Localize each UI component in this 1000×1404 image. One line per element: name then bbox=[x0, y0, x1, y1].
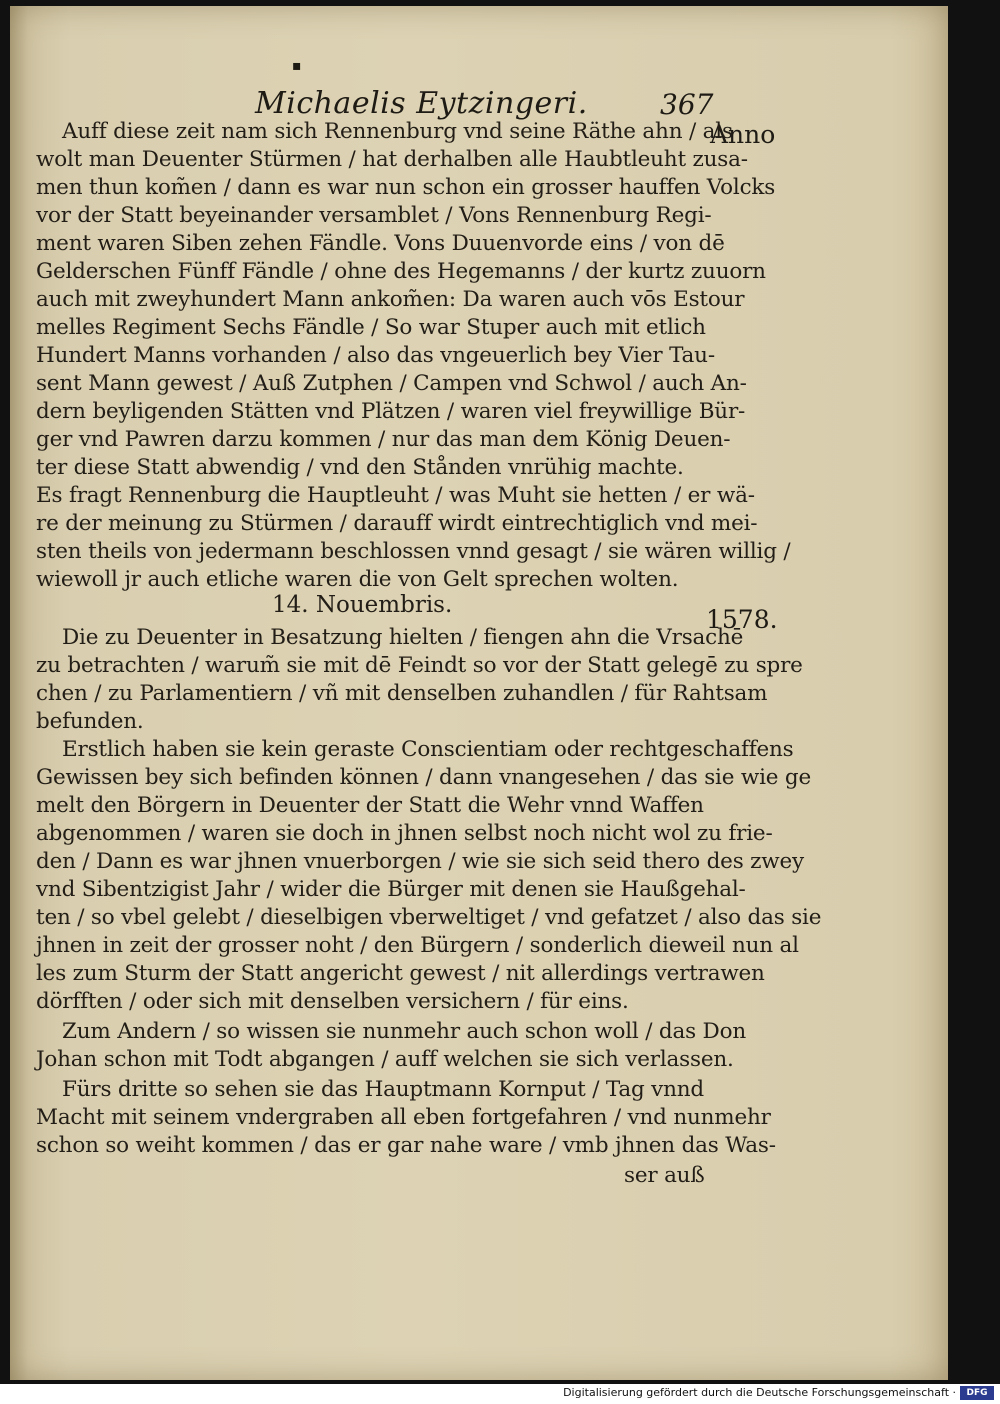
text-line: vnd Sibentzigist Jahr / wider die Bürger mit denen sie Haußgehal- bbox=[36, 877, 746, 902]
text-line: Gewissen bey sich befinden können / dann vnangesehen / das sie wie ge bbox=[36, 765, 812, 790]
text-line: Fürs dritte so sehen sie das Hauptmann Kornput / Tag vnnd bbox=[62, 1077, 704, 1102]
text-line: schon so weiht kommen / das er gar nahe ware / vmb jhnen das Was- bbox=[36, 1133, 776, 1158]
text-line: melt den Börgern in Deuenter der Statt die Wehr vnnd Waffen bbox=[36, 793, 704, 818]
text-line: jhnen in zeit der grosser noht / den Bürgern / sonderlich dieweil nun al bbox=[36, 933, 799, 958]
text-line: Zum Andern / so wissen sie nunmehr auch schon woll / das Don bbox=[62, 1019, 746, 1044]
top-mark: ▪ bbox=[292, 58, 302, 74]
text-line: Die zu Deuenter in Besatzung hielten / fiengen ahn die Vrsachē bbox=[62, 625, 744, 650]
text-line: sent Mann gewest / Auß Zutphen / Campen vnd Schwol / auch An- bbox=[36, 371, 747, 396]
text-line: ten / so vbel gelebt / dieselbigen vberweltiget / vnd gefatzet / also das sie bbox=[36, 905, 822, 930]
funding-credit: Digitalisierung gefördert durch die Deutsche Forschungsgemeinschaft · bbox=[563, 1386, 956, 1399]
text-line: re der meinung zu Stürmen / darauff wirdt eintrechtiglich vnd mei- bbox=[36, 511, 758, 536]
text-line: sten theils von jedermann beschlossen vnnd gesagt / sie wären willig / bbox=[36, 539, 791, 564]
text-line: ger vnd Pawren darzu kommen / nur das man dem König Deuen- bbox=[36, 427, 731, 452]
text-line: Erstlich haben sie kein geraste Conscientiam oder rechtgeschaffens bbox=[62, 737, 794, 762]
text-line: ment waren Siben zehen Fändle. Vons Duuenvorde eins / von dē bbox=[36, 231, 725, 256]
margin-note-anno: Anno bbox=[710, 120, 776, 149]
text-line: dörfften / oder sich mit denselben versichern / für eins. bbox=[36, 989, 629, 1014]
text-line: chen / zu Parlamentiern / vñ mit denselben zuhandlen / für Rahtsam bbox=[36, 681, 768, 706]
dfg-logo: DFG bbox=[960, 1386, 994, 1400]
text-line: melles Regiment Sechs Fändle / So war Stuper auch mit etlich bbox=[36, 315, 706, 340]
text-line: den / Dann es war jhnen vnuerborgen / wie sie sich seid thero des zwey bbox=[36, 849, 804, 874]
text-line: dern beyligenden Stätten vnd Plätzen / waren viel freywillige Bür- bbox=[36, 399, 746, 424]
text-line: zu betrachten / warum̃ sie mit dē Feindt so vor der Statt gelegē zu spre bbox=[36, 653, 803, 678]
text-line: Auff diese zeit nam sich Rennenburg vnd seine Räthe ahn / als bbox=[62, 119, 733, 144]
text-line: wolt man Deuenter Stürmen / hat derhalben alle Haubtleuht zusa- bbox=[36, 147, 748, 172]
text-line: Hundert Manns vorhanden / also das vngeuerlich bey Vier Tau- bbox=[36, 343, 715, 368]
text-line: Johan schon mit Todt abgangen / auff welchen sie sich verlassen. bbox=[36, 1047, 734, 1072]
footer-bar bbox=[0, 1384, 1000, 1404]
catchword: ser auß bbox=[624, 1163, 705, 1188]
margin-note-year: 1578. bbox=[706, 605, 778, 634]
text-line: abgenommen / waren sie doch in jhnen selbst noch nicht wol zu frie- bbox=[36, 821, 773, 846]
text-line: Gelderschen Fünff Fändle / ohne des Hegemanns / der kurtz zuuorn bbox=[36, 259, 766, 284]
running-head: Michaelis Eytzingeri. bbox=[255, 86, 588, 121]
text-line: vor der Statt beyeinander versamblet / Vons Rennenburg Regi- bbox=[36, 203, 712, 228]
text-line: men thun kom̃en / dann es war nun schon ein grosser hauffen Volcks bbox=[36, 175, 776, 200]
text-line: les zum Sturm der Statt angericht gewest / nit allerdings vertrawen bbox=[36, 961, 765, 986]
date-subheading: 14. Nouembris. bbox=[272, 592, 453, 618]
text-line: ter diese Statt abwendig / vnd den Stånden vnrühig machte. bbox=[36, 455, 684, 480]
text-line: Macht mit seinem vndergraben all eben fortgefahren / vnd nunmehr bbox=[36, 1105, 771, 1130]
text-line: befunden. bbox=[36, 709, 144, 734]
text-line: wiewoll jr auch etliche waren die von Gelt sprechen wolten. bbox=[36, 567, 679, 592]
page-number: 367 bbox=[660, 88, 714, 121]
text-line: Es fragt Rennenburg die Hauptleuht / was Muht sie hetten / er wä- bbox=[36, 483, 755, 508]
text-line: auch mit zweyhundert Mann ankom̃en: Da waren auch vōs Estour bbox=[36, 287, 745, 312]
